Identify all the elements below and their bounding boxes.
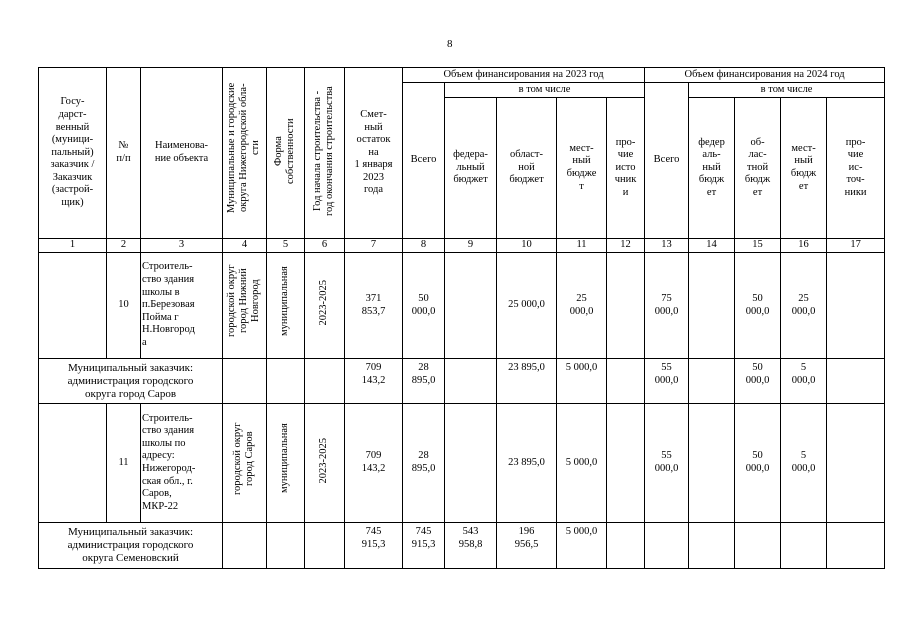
header-reg-2023: област- ной бюджет	[497, 98, 557, 239]
object-name: Строитель- ство здания школы в п.Березовая Пойма г Н.Новгород а	[141, 253, 223, 359]
reg-2024: 50 000,0	[735, 404, 781, 523]
reg-2024: 50 000,0	[735, 359, 781, 404]
fed-2024	[689, 359, 735, 404]
loc-2023: 5 000,0	[557, 523, 607, 569]
years-cell	[305, 523, 345, 569]
loc-2023: 5 000,0	[557, 404, 607, 523]
row-index: 11	[107, 404, 141, 523]
customer-cell-empty	[39, 253, 107, 359]
oth-2024	[827, 359, 885, 404]
header-oth-2024: про- чие ис- точ- ники	[827, 98, 885, 239]
oth-2023	[607, 523, 645, 569]
column-number: 11	[557, 239, 607, 253]
years-cell	[305, 359, 345, 404]
loc-2023: 25 000,0	[557, 253, 607, 359]
fed-2024	[689, 523, 735, 569]
header-total-2024: Всего	[645, 83, 689, 239]
ownership-cell	[267, 523, 305, 569]
customer-name: Муниципальный заказчик: администрация городского округа Семеновский	[39, 523, 223, 569]
header-years: Год начала строительства - год окончания строительства	[305, 68, 345, 239]
ownership-cell: муниципальная	[267, 404, 305, 523]
fed-2023	[445, 253, 497, 359]
reg-2023: 25 000,0	[497, 253, 557, 359]
district-cell: городской округ город Нижний Новгород	[223, 253, 267, 359]
reg-2023: 23 895,0	[497, 404, 557, 523]
customer-cell-empty	[39, 404, 107, 523]
total-2023: 28 895,0	[403, 359, 445, 404]
financing-table	[38, 67, 885, 569]
header-group-2023: Объем финансирования на 2023 год	[403, 68, 645, 83]
district-cell: городской округ город Саров	[223, 404, 267, 523]
header-ownership: Форма собственности	[267, 68, 305, 239]
object-row	[39, 404, 885, 523]
customer-row	[39, 523, 885, 569]
oth-2024	[827, 404, 885, 523]
fed-2023	[445, 404, 497, 523]
page-number: 8	[447, 38, 453, 50]
fed-2023: 543 958,8	[445, 523, 497, 569]
column-number: 17	[827, 239, 885, 253]
loc-2024	[781, 523, 827, 569]
header-fed-2023: федера- льный бюджет	[445, 98, 497, 239]
estimate-balance: 745 915,3	[345, 523, 403, 569]
ownership-cell: муниципальная	[267, 253, 305, 359]
column-number: 2	[107, 239, 141, 253]
object-row	[39, 253, 885, 359]
header-customer: Госу- дарст- венный (муници- пальный) заказчик / Заказчик (застрой- щик)	[39, 68, 107, 239]
header-district: Муниципальные и городские округа Нижегородской обла- сти	[223, 68, 267, 239]
reg-2023: 196 956,5	[497, 523, 557, 569]
header-object-name: Наименова- ние объекта	[141, 68, 223, 239]
total-2024: 55 000,0	[645, 404, 689, 523]
reg-2024: 50 000,0	[735, 253, 781, 359]
years-cell: 2023-2025	[305, 253, 345, 359]
reg-2024	[735, 523, 781, 569]
header-estimate-balance: Смет- ный остаток на 1 января 2023 года	[345, 68, 403, 239]
fed-2024	[689, 253, 735, 359]
row-index: 10	[107, 253, 141, 359]
column-number: 14	[689, 239, 735, 253]
oth-2023	[607, 404, 645, 523]
column-number: 8	[403, 239, 445, 253]
header-group-2024: Объем финансирования на 2024 год	[645, 68, 885, 83]
district-cell	[223, 359, 267, 404]
column-number: 15	[735, 239, 781, 253]
total-2023: 28 895,0	[403, 404, 445, 523]
total-2023: 50 000,0	[403, 253, 445, 359]
column-number: 7	[345, 239, 403, 253]
customer-name: Муниципальный заказчик: администрация городского округа город Саров	[39, 359, 223, 404]
district-cell	[223, 523, 267, 569]
ownership-cell	[267, 359, 305, 404]
column-number: 4	[223, 239, 267, 253]
column-number: 1	[39, 239, 107, 253]
total-2024: 75 000,0	[645, 253, 689, 359]
column-number: 12	[607, 239, 645, 253]
oth-2023	[607, 359, 645, 404]
oth-2024	[827, 253, 885, 359]
customer-row	[39, 359, 885, 404]
reg-2023: 23 895,0	[497, 359, 557, 404]
fed-2024	[689, 404, 735, 523]
column-number: 5	[267, 239, 305, 253]
fed-2023	[445, 359, 497, 404]
header-loc-2024: мест- ный бюдж ет	[781, 98, 827, 239]
header-loc-2023: мест- ный бюдже т	[557, 98, 607, 239]
loc-2024: 5 000,0	[781, 359, 827, 404]
object-name: Строитель- ство здания школы по адресу: Нижегород- ская обл., г. Саров, МКР-22	[141, 404, 223, 523]
estimate-balance: 709 143,2	[345, 404, 403, 523]
column-number: 9	[445, 239, 497, 253]
header-fed-2024: федер аль- ный бюдж ет	[689, 98, 735, 239]
loc-2024: 5 000,0	[781, 404, 827, 523]
column-number: 3	[141, 239, 223, 253]
years-cell: 2023-2025	[305, 404, 345, 523]
total-2024: 55 000,0	[645, 359, 689, 404]
column-number: 16	[781, 239, 827, 253]
column-number: 13	[645, 239, 689, 253]
header-total-2023: Всего	[403, 83, 445, 239]
loc-2023: 5 000,0	[557, 359, 607, 404]
loc-2024: 25 000,0	[781, 253, 827, 359]
total-2024	[645, 523, 689, 569]
estimate-balance: 371 853,7	[345, 253, 403, 359]
header-incl-2023: в том числе	[445, 83, 645, 98]
estimate-balance: 709 143,2	[345, 359, 403, 404]
header-oth-2023: про- чие исто чник и	[607, 98, 645, 239]
column-number: 10	[497, 239, 557, 253]
column-number-row	[39, 239, 885, 253]
column-number: 6	[305, 239, 345, 253]
header-incl-2024: в том числе	[689, 83, 885, 98]
total-2023: 745 915,3	[403, 523, 445, 569]
oth-2024	[827, 523, 885, 569]
oth-2023	[607, 253, 645, 359]
header-reg-2024: об- лас- тной бюдж ет	[735, 98, 781, 239]
header-index: № п/п	[107, 68, 141, 239]
